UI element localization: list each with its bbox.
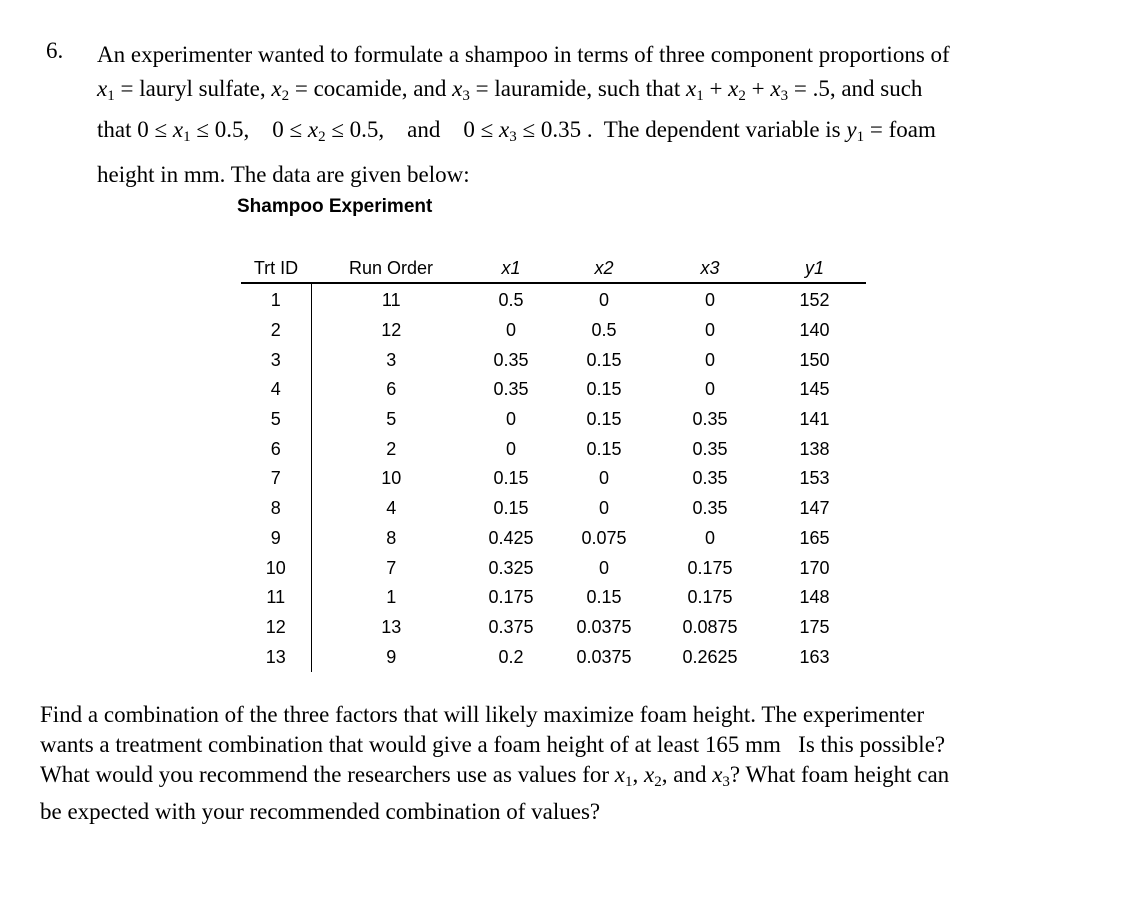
cell-x1: 0.175 [488, 587, 534, 608]
cell-run-order: 3 [386, 349, 397, 370]
cell-run-order: 8 [386, 527, 397, 548]
cell-y1: 148 [799, 587, 830, 608]
cell-x3: 0.35 [692, 409, 728, 430]
cell-y1: 140 [799, 320, 830, 341]
question-line-3: What would you recommend the researchers use as values for $x_1$, $x_2$, and $x_3$? What foam height can [40, 762, 950, 790]
header-trt-id: Trt ID [241, 254, 311, 283]
cell-trt-id: 4 [241, 375, 311, 405]
cell-trt-id: 11 [241, 583, 311, 613]
cell-x1: 0.425 [488, 527, 534, 548]
cell-x2: 0.0375 [576, 646, 632, 667]
cell-y1: 175 [799, 616, 830, 637]
cell-x1: 0.325 [488, 557, 534, 578]
cell-x1: 0.5 [498, 290, 524, 311]
cell-trt-id: 2 [241, 316, 311, 346]
cell-trt-id: 12 [241, 613, 311, 643]
cell-trt-id: 3 [241, 345, 311, 375]
cell-y1: 147 [799, 498, 830, 519]
cell-x2: 0.15 [586, 409, 622, 430]
table-row [241, 375, 866, 405]
cell-x2: 0.15 [586, 587, 622, 608]
cell-x3: 0.2625 [682, 646, 738, 667]
table-row [241, 464, 866, 494]
cell-run-order: 10 [381, 468, 402, 489]
header-run-order: Run Order [311, 254, 471, 283]
cell-run-order: 9 [386, 646, 397, 667]
cell-x3: 0.35 [692, 498, 728, 519]
cell-x2: 0 [598, 498, 609, 519]
cell-x1: 0 [505, 409, 516, 430]
cell-run-order: 6 [386, 379, 397, 400]
cell-y1: 165 [799, 527, 830, 548]
cell-x3: 0 [704, 320, 715, 341]
cell-x2: 0 [598, 557, 609, 578]
cell-y1: 138 [799, 438, 830, 459]
table-row [241, 613, 866, 643]
cell-x2: 0 [598, 468, 609, 489]
cell-y1: 145 [799, 379, 830, 400]
cell-y1: 153 [799, 468, 830, 489]
table-row [241, 316, 866, 346]
problem-statement [97, 38, 1077, 192]
cell-x3: 0 [704, 379, 715, 400]
cell-x1: 0 [505, 438, 516, 459]
cell-trt-id: 8 [241, 494, 311, 524]
cell-run-order: 11 [381, 290, 401, 311]
question-line-2: wants a treatment combination that would give a foam height of at least 165 mm Is this possible? [40, 732, 946, 757]
cell-trt-id: 6 [241, 434, 311, 464]
cell-run-order: 12 [381, 320, 402, 341]
cell-trt-id: 9 [241, 524, 311, 554]
cell-x3: 0.175 [687, 587, 733, 608]
cell-x1: 0.35 [493, 349, 529, 370]
question-text [40, 700, 1100, 827]
problem-line-4: height in mm. The data are given below: [97, 162, 470, 187]
cell-y1: 141 [799, 409, 830, 430]
cell-x2: 0.15 [586, 379, 622, 400]
cell-trt-id: 13 [241, 642, 311, 672]
cell-trt-id: 5 [241, 405, 311, 435]
cell-x2: 0 [598, 290, 609, 311]
problem-line-2: $x_1$ = lauryl sulfate, $x_2$ = cocamide, and $x_3$ = lauramide, such that $x_1 + x_2 + x_3 = .5$, and such [97, 76, 923, 104]
cell-x1: 0.375 [488, 616, 534, 637]
table-row [241, 524, 866, 554]
cell-trt-id: 10 [241, 553, 311, 583]
cell-x2: 0.5 [591, 320, 617, 341]
table-row [241, 494, 866, 524]
question-line-4: be expected with your recommended combination of values? [40, 799, 601, 824]
cell-x1: 0 [505, 320, 516, 341]
cell-x2: 0.15 [586, 349, 622, 370]
cell-y1: 150 [799, 349, 830, 370]
table-row [241, 583, 866, 613]
problem-line-1: An experimenter wanted to formulate a shampoo in terms of three component proportions of [97, 42, 950, 67]
cell-run-order: 2 [386, 438, 397, 459]
table-row [241, 405, 866, 435]
table-row [241, 553, 866, 583]
cell-x2: 0.075 [581, 527, 627, 548]
table-row [241, 642, 866, 672]
cell-x3: 0.35 [692, 468, 728, 489]
cell-y1: 152 [799, 290, 830, 311]
cell-y1: 170 [799, 557, 830, 578]
problem-line-3: that $0 \le x_1 \le 0.5$, $0 \le x_2 \le 0.5$, and $0 \le x_3 \le 0.35$ . The dependent variable is $y_1$ = foam [97, 117, 936, 145]
cell-x1: 0.15 [493, 468, 529, 489]
cell-run-order: 13 [381, 616, 402, 637]
cell-x1: 0.35 [493, 379, 529, 400]
cell-x3: 0.35 [692, 438, 728, 459]
question-line-1: Find a combination of the three factors that will likely maximize foam height. The experimenter [40, 702, 925, 727]
header-x2: x2 [551, 254, 657, 283]
cell-x3: 0.175 [687, 557, 733, 578]
cell-x2: 0.15 [586, 438, 622, 459]
table-title: Shampoo Experiment [237, 196, 433, 217]
cell-x3: 0 [704, 290, 715, 311]
table-row [241, 345, 866, 375]
cell-run-order: 4 [386, 498, 397, 519]
cell-run-order: 5 [386, 409, 397, 430]
problem-number: 6. [46, 38, 64, 63]
cell-run-order: 7 [386, 557, 397, 578]
header-x1: x1 [471, 254, 551, 283]
cell-x3: 0 [704, 349, 715, 370]
shampoo-data-table [241, 254, 866, 672]
cell-trt-id: 1 [241, 283, 311, 316]
table-row [241, 434, 866, 464]
cell-x1: 0.15 [493, 498, 529, 519]
cell-x1: 0.2 [498, 646, 524, 667]
header-x3: x3 [657, 254, 763, 283]
cell-x3: 0.0875 [682, 616, 738, 637]
cell-x2: 0.0375 [576, 616, 632, 637]
cell-trt-id: 7 [241, 464, 311, 494]
table-row [241, 283, 866, 316]
table-header-row [241, 254, 866, 283]
header-y1: y1 [763, 254, 866, 283]
cell-y1: 163 [799, 646, 830, 667]
cell-x3: 0 [704, 527, 715, 548]
cell-run-order: 1 [386, 587, 397, 608]
